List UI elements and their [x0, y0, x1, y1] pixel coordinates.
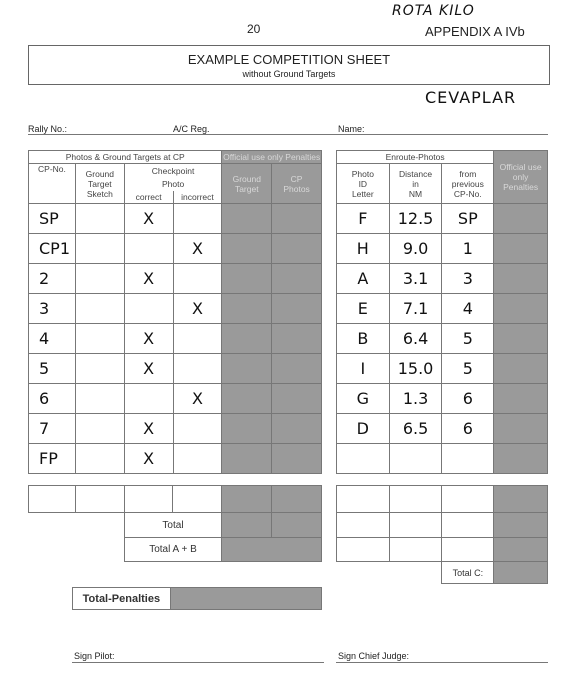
right-section-title: Enroute-Photos	[337, 151, 494, 164]
pen-cp-cell	[272, 294, 322, 324]
distance-cell: 3.1	[389, 264, 442, 294]
page-number: 20	[247, 22, 261, 36]
checkpoint-header: Checkpoint	[124, 164, 222, 178]
sketch-cell	[75, 294, 124, 324]
ac-reg-label: A/C Reg.	[173, 124, 210, 134]
from-line1: from	[459, 168, 477, 179]
table-row	[29, 204, 322, 234]
blank-cell	[337, 538, 390, 562]
sheet-title: EXAMPLE COMPETITION SHEET	[187, 52, 391, 67]
penalty-cell	[494, 384, 548, 414]
correct-cell	[124, 294, 173, 324]
sketch-cell	[75, 324, 124, 354]
correct-cell	[124, 384, 173, 414]
pen-ground-target-header	[222, 164, 272, 204]
from-cp-cell	[442, 444, 494, 474]
table-row	[337, 264, 548, 294]
blank-cell	[389, 486, 442, 513]
pen-ground-cell	[222, 354, 272, 384]
table-row	[29, 354, 322, 384]
incorrect-cell: X	[173, 294, 222, 324]
sketch-cell	[75, 414, 124, 444]
photo-letter-cell	[337, 444, 390, 474]
shaded-cell	[222, 513, 272, 538]
table-row	[29, 324, 322, 354]
incorrect-header: incorrect	[173, 191, 222, 204]
from-cp-cell: 4	[442, 294, 494, 324]
pen-ground-cell	[222, 234, 272, 264]
shaded-cell	[494, 562, 548, 584]
dist-line1: Distance	[399, 168, 433, 179]
cp-no-header: CP-No.	[29, 164, 76, 204]
cp-no-cell: 4	[29, 324, 76, 354]
correct-cell	[124, 234, 173, 264]
blank-cell	[442, 513, 494, 538]
photo-letter-cell: H	[337, 234, 390, 264]
penalty-cell	[494, 264, 548, 294]
from-header	[442, 164, 494, 204]
photo-letter-cell: G	[337, 384, 390, 414]
pen-ground-cell	[222, 414, 272, 444]
sketch-cell	[75, 384, 124, 414]
incorrect-cell	[173, 354, 222, 384]
pen-ground-cell	[222, 444, 272, 474]
from-line3: CP-No.	[453, 188, 482, 199]
distance-cell	[389, 444, 442, 474]
incorrect-cell	[173, 444, 222, 474]
sign-chief-judge-line	[336, 662, 548, 663]
distance-cell: 12.5	[389, 204, 442, 234]
handwritten-crew-name: ROTA KILO	[392, 3, 475, 19]
sheet-subtitle: without Ground Targets	[242, 69, 336, 79]
table-row	[29, 414, 322, 444]
photo-header: Photo	[124, 178, 222, 191]
blank-cell	[29, 486, 76, 513]
pcp-line2: Photos	[283, 183, 310, 194]
table-row	[337, 384, 548, 414]
sign-pilot-line	[72, 662, 324, 663]
table-row	[29, 444, 322, 474]
blank-cell	[442, 538, 494, 562]
distance-cell: 15.0	[389, 354, 442, 384]
shaded-cell	[222, 486, 272, 513]
total-c-label: Total C:	[442, 562, 494, 584]
total-label: Total	[124, 513, 222, 538]
table-row	[29, 384, 322, 414]
table-row	[337, 414, 548, 444]
cp-no-cell: 2	[29, 264, 76, 294]
incorrect-cell: X	[173, 234, 222, 264]
shaded-cell	[494, 538, 548, 562]
shaded-cell	[494, 513, 548, 538]
correct-header: correct	[124, 191, 173, 204]
blank-cell	[173, 486, 222, 513]
blank-cell	[75, 486, 124, 513]
blank-cell	[389, 513, 442, 538]
distance-cell: 1.3	[389, 384, 442, 414]
appendix-label: APPENDIX A IVb	[425, 24, 525, 39]
pen-cp-cell	[272, 264, 322, 294]
pen-cp-cell	[272, 204, 322, 234]
total-penalties-box	[170, 588, 321, 610]
sketch-cell	[75, 234, 124, 264]
photo-letter-cell: B	[337, 324, 390, 354]
cp-no-cell: 5	[29, 354, 76, 384]
cp-no-cell: FP	[29, 444, 76, 474]
table-row	[337, 234, 548, 264]
sign-chief-judge-label: Sign Chief Judge:	[338, 651, 410, 661]
blank-cell	[124, 486, 173, 513]
table-row	[337, 444, 548, 474]
cp-photos-table	[28, 150, 322, 474]
cp-no-cell: 7	[29, 414, 76, 444]
pid-line1: Photo	[351, 168, 374, 179]
correct-cell: X	[124, 264, 173, 294]
gts-line3: Sketch	[86, 188, 113, 199]
shaded-cell	[272, 486, 322, 513]
dist-line3: NM	[408, 188, 423, 199]
pen-ground-cell	[222, 294, 272, 324]
from-cp-cell: 1	[442, 234, 494, 264]
pen-cp-cell	[272, 354, 322, 384]
incorrect-cell: X	[173, 384, 222, 414]
sign-pilot-label: Sign Pilot:	[74, 651, 115, 661]
ground-target-sketch-header	[75, 164, 124, 204]
from-line2: previous	[451, 178, 484, 189]
sketch-cell	[75, 354, 124, 384]
pen-cp-photos-header	[272, 164, 322, 204]
pen-cp-cell	[272, 324, 322, 354]
correct-cell: X	[124, 324, 173, 354]
name-label: Name:	[338, 124, 365, 134]
right-totals-table	[336, 485, 548, 584]
photo-id-header	[337, 164, 390, 204]
penalty-cell	[494, 324, 548, 354]
blank-cell	[442, 486, 494, 513]
from-cp-cell: 6	[442, 384, 494, 414]
from-cp-cell: 6	[442, 414, 494, 444]
sketch-cell	[75, 444, 124, 474]
blank-cell	[337, 486, 390, 513]
total-penalties-table	[72, 587, 322, 610]
rally-no-label: Rally No.:	[28, 124, 68, 134]
pen-cp-cell	[272, 414, 322, 444]
penalty-cell	[494, 444, 548, 474]
cp-no-cell: SP	[29, 204, 76, 234]
penalty-cell	[494, 294, 548, 324]
table-row	[337, 324, 548, 354]
distance-cell: 6.5	[389, 414, 442, 444]
incorrect-cell	[173, 414, 222, 444]
from-cp-cell: SP	[442, 204, 494, 234]
left-totals-table	[28, 485, 322, 562]
distance-cell: 9.0	[389, 234, 442, 264]
photo-letter-cell: I	[337, 354, 390, 384]
cp-no-cell: 6	[29, 384, 76, 414]
shaded-cell	[494, 486, 548, 513]
photo-letter-cell: A	[337, 264, 390, 294]
left-section-title: Photos & Ground Targets at CP	[29, 151, 222, 164]
table-row	[337, 204, 548, 234]
table-row	[337, 294, 548, 324]
right-official-header: Official use only Penalties	[494, 151, 548, 204]
penalty-cell	[494, 354, 548, 384]
pen-ground-cell	[222, 384, 272, 414]
spacer	[29, 538, 125, 562]
sketch-cell	[75, 204, 124, 234]
incorrect-cell	[173, 264, 222, 294]
cp-no-cell: 3	[29, 294, 76, 324]
pen-cp-cell	[272, 444, 322, 474]
photo-letter-cell: E	[337, 294, 390, 324]
table-row	[337, 354, 548, 384]
photo-letter-cell: D	[337, 414, 390, 444]
penalty-cell	[494, 204, 548, 234]
spacer	[337, 562, 442, 584]
table-row	[29, 264, 322, 294]
correct-cell: X	[124, 444, 173, 474]
cp-no-cell: CP1	[29, 234, 76, 264]
title-box	[28, 45, 550, 85]
correct-cell: X	[124, 414, 173, 444]
handwritten-answers-label: CEVAPLAR	[425, 88, 517, 107]
pcp-line1: CP	[290, 173, 303, 184]
left-official-header: Official use only Penalties	[223, 152, 321, 162]
blank-cell	[337, 513, 390, 538]
meta-underline	[28, 134, 548, 135]
pen-ground-cell	[222, 324, 272, 354]
from-cp-cell: 3	[442, 264, 494, 294]
pen-cp-cell	[272, 234, 322, 264]
pen-ground-cell	[222, 264, 272, 294]
spacer	[29, 513, 125, 538]
shaded-cell	[272, 513, 322, 538]
pen-cp-cell	[272, 384, 322, 414]
from-cp-cell: 5	[442, 354, 494, 384]
pid-line2: ID	[358, 178, 368, 189]
total-penalties-label: Total-Penalties	[73, 588, 171, 610]
distance-header	[389, 164, 442, 204]
correct-cell: X	[124, 204, 173, 234]
total-ab-label: Total A + B	[124, 538, 222, 562]
incorrect-cell	[173, 204, 222, 234]
shaded-cell	[222, 538, 322, 562]
enroute-photos-table	[336, 150, 548, 474]
blank-cell	[389, 538, 442, 562]
pgt-line2: Target	[234, 183, 259, 194]
pgt-line1: Ground	[232, 173, 261, 184]
pen-ground-cell	[222, 204, 272, 234]
correct-cell: X	[124, 354, 173, 384]
penalty-cell	[494, 414, 548, 444]
sketch-cell	[75, 264, 124, 294]
distance-cell: 6.4	[389, 324, 442, 354]
gts-line2: Target	[88, 178, 112, 189]
table-row	[29, 294, 322, 324]
pid-line3: Letter	[351, 188, 374, 199]
incorrect-cell	[173, 324, 222, 354]
table-row	[29, 234, 322, 264]
gts-line1: Ground	[85, 168, 115, 179]
dist-line2: in	[412, 178, 419, 189]
from-cp-cell: 5	[442, 324, 494, 354]
distance-cell: 7.1	[389, 294, 442, 324]
penalty-cell	[494, 234, 548, 264]
photo-letter-cell: F	[337, 204, 390, 234]
